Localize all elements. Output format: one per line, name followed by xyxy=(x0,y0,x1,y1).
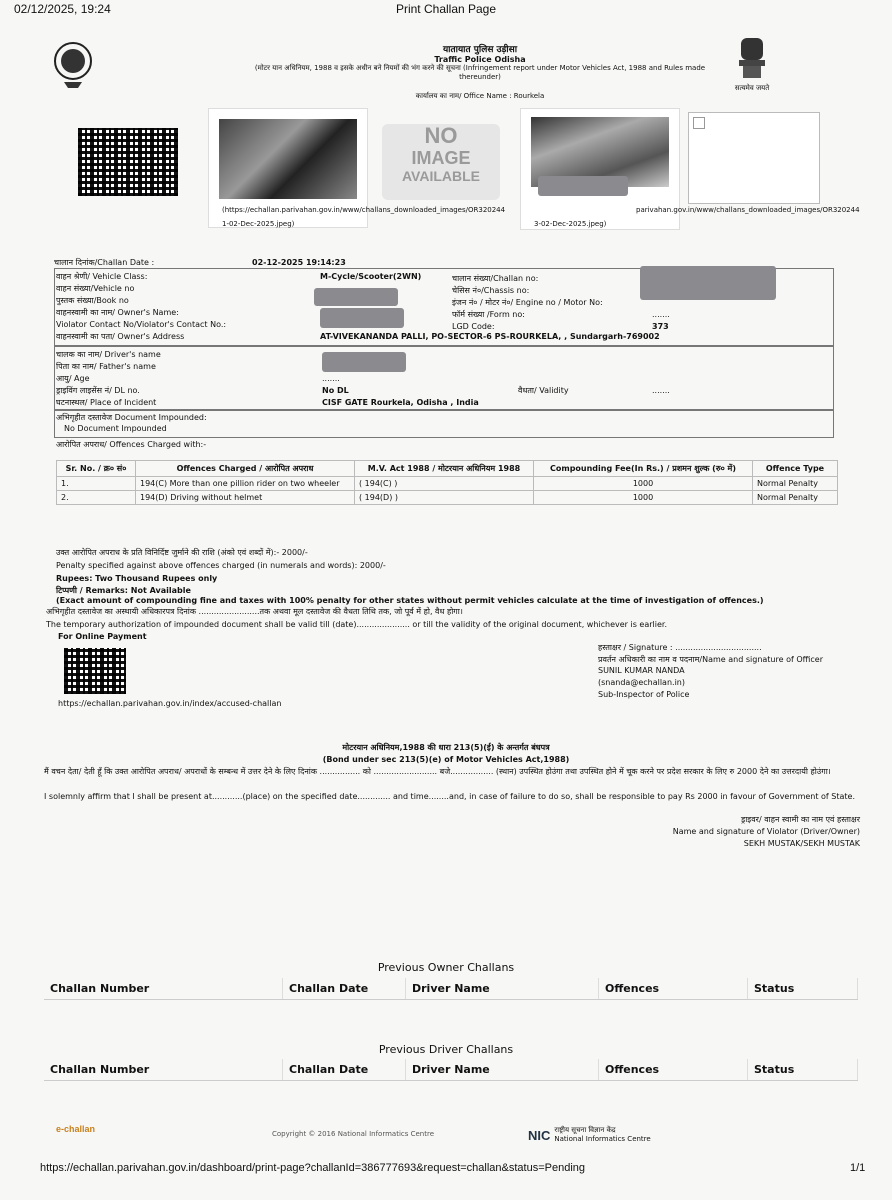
officer-name: SUNIL KUMAR NANDA xyxy=(598,666,685,675)
table-cell: ( 194(D) ) xyxy=(355,491,534,505)
evidence-photo-1 xyxy=(219,119,357,199)
challan-no-label: चालान संख्या/Challan no: xyxy=(452,274,539,283)
violator-sign-hi: ड्राइवर/ वाहन स्वामी का नाम एवं हस्ताक्षर xyxy=(740,815,860,824)
image-1-caption: 1-02-Dec-2025.jpeg) xyxy=(222,220,295,228)
offences-header-row xyxy=(57,461,838,477)
father-name-label: पिता का नाम/ Father's name xyxy=(56,362,156,371)
broken-image-frame xyxy=(688,112,820,204)
redaction-bar xyxy=(538,176,628,196)
violator-name: SEKH MUSTAK/SEKH MUSTAK xyxy=(743,839,860,848)
vehicle-no-label: वाहन संख्या/Vehicle no xyxy=(56,284,135,293)
previous-driver-title: Previous Driver Challans xyxy=(378,1043,514,1056)
validity-label: वैधता/ Validity xyxy=(518,386,569,395)
column-header: Offences Charged / आरोपित अपराध xyxy=(136,461,355,477)
column-header: Challan Number xyxy=(44,978,283,1000)
address-label: वाहनस्वामी का पता/ Owner's Address xyxy=(56,332,185,341)
table-cell: 194(C) More than one pillion rider on two wheeler xyxy=(136,477,355,491)
nic-logo xyxy=(528,1126,651,1144)
age-label: आयु/ Age xyxy=(56,374,90,383)
odisha-police-logo xyxy=(52,40,94,90)
no-image-placeholder xyxy=(382,124,500,200)
image-4-url: parivahan.gov.in/www/challans_downloaded_images/OR320244 xyxy=(636,206,860,214)
table-cell: Normal Penalty xyxy=(753,491,838,505)
image-3-caption: 3-02-Dec-2025.jpeg) xyxy=(534,220,607,228)
column-header: Driver Name xyxy=(406,978,599,1000)
redaction-bar xyxy=(640,266,776,300)
column-header: Challan Date xyxy=(283,1059,406,1081)
remarks: टिप्पणी / Remarks: Not Available xyxy=(56,586,191,595)
validity-value: ....... xyxy=(652,386,670,395)
column-header: Challan Date xyxy=(283,978,406,1000)
nic-logo-text: NIC xyxy=(528,1127,551,1143)
nic-text-en: National Informatics Centre xyxy=(554,1135,651,1143)
office-name: कार्यालय का नाम/ Office Name : Rourkela xyxy=(415,92,545,100)
dl-label: ड्राइविंग लाइसेंस नं/ DL no. xyxy=(56,386,140,395)
print-url: https://echallan.parivahan.gov.in/dashboard/print-page?challanId=386777693&request=challan&status=Pending xyxy=(40,1162,586,1174)
officer-email: (snanda@echallan.in) xyxy=(598,678,685,687)
vehicle-class-label: वाहन श्रेणी/ Vehicle Class: xyxy=(56,272,148,281)
no-image-text-2: IMAGE xyxy=(411,148,471,168)
temp-auth-hi: अभिगृहीत दस्तावेज का अस्थायी अधिकारपत्र दिनांक ........................तक अथवा मूल दस्तावेज की वैधता तिथि तक, जो पूर्व में हो, वैध होगा। xyxy=(46,607,463,616)
payment-url-link[interactable]: https://echallan.parivahan.gov.in/index/accused-challan xyxy=(58,699,282,708)
nic-text-hi: राष्ट्रीय सूचना विज्ञान केंद्र xyxy=(554,1126,616,1134)
owner-name-label: वाहनस्वामी का नाम/ Owner's Name: xyxy=(56,308,179,317)
column-header: Offences xyxy=(599,978,748,1000)
no-image-text-3: AVAILABLE xyxy=(401,168,481,184)
table-row xyxy=(57,477,838,491)
violator-sign-en: Name and signature of Violator (Driver/Owner) xyxy=(672,827,860,836)
print-datetime: 02/12/2025, 19:24 xyxy=(14,2,111,16)
bond-text-hi: मैं वचन देता/ देती हूँ कि उक्त आरोपित अपराध/ अपराधों के सम्बन्ध में उत्तर देने के लिए दिनांक ................ को ......................... बजे................. (स्थान) उपस्थित होउंगा तथा उपस्थित होने में चूक करने पर प्रदेश सरकार के लिए रु 2000 देने का उत्तरदायी होउंगा। xyxy=(44,767,831,776)
table-cell: Normal Penalty xyxy=(753,477,838,491)
column-header: Status xyxy=(748,978,858,1000)
offences-table xyxy=(56,460,838,505)
challan-date-label: चालान दिनांक/Challan Date : xyxy=(54,258,155,267)
vehicle-class-value: M-Cycle/Scooter(2WN) xyxy=(320,272,422,281)
column-header: Driver Name xyxy=(406,1059,599,1081)
temp-auth-en: The temporary authorization of impounded document shall be valid till (date)..................... or till the validity of the original document, whichever is earlier. xyxy=(46,620,668,629)
form-no-value: ....... xyxy=(652,310,670,319)
age-value: ....... xyxy=(322,374,340,383)
place-value: CISF GATE Rourkela, Odisha , India xyxy=(322,398,479,407)
column-header: Compounding Fee(In Rs.) / प्रशमन शुल्क (रु० में) xyxy=(534,461,753,477)
challan-qr-code xyxy=(78,128,178,196)
officer-signature: हस्ताक्षर / Signature : .................................. xyxy=(598,643,762,652)
redaction-bar xyxy=(314,288,398,306)
column-header: Challan Number xyxy=(44,1059,283,1081)
echallan-logo-text: e-challan xyxy=(56,1124,96,1134)
online-payment-label: For Online Payment xyxy=(58,632,147,641)
penalty-hi: उक्त आरोपित अपराध के प्रति विनिर्दिष्ट जुर्माने की राशि (अंको एवं शब्दों में):- 2000/- xyxy=(56,548,308,557)
table-cell: 2. xyxy=(57,491,136,505)
officer-name-label: प्रवर्तन अधिकारी का नाम व पदनाम/Name and signature of Officer xyxy=(598,655,823,664)
print-page-number: 1/1 xyxy=(850,1162,866,1174)
redaction-bar xyxy=(322,352,406,372)
exact-amount-note: (Exact amount of compounding fine and taxes with 100% penalty for other states without permit vehicles calculate at the time of investigation of offences.) xyxy=(56,596,764,605)
header-title-en: Traffic Police Odisha xyxy=(434,55,526,64)
lgd-label: LGD Code: xyxy=(452,322,495,331)
image-1-url: (https://echallan.parivahan.gov.in/www/challans_downloaded_images/OR320244 xyxy=(222,206,506,214)
payment-qr-code[interactable] xyxy=(64,648,126,694)
penalty-en: Penalty specified against above offences charged (in numerals and words): 2000/- xyxy=(56,561,386,570)
broken-image-icon xyxy=(693,117,705,129)
table-cell: 194(D) Driving without helmet xyxy=(136,491,355,505)
print-page-title: Print Challan Page xyxy=(395,2,497,16)
bond-text-en: I solemnly affirm that I shall be present at............(place) on the specified date............. and time........and, in case of failure to do so, shall be responsible to pay Rs 2000 in favour of Government of State. xyxy=(44,792,856,801)
impounded-value: No Document Impounded xyxy=(64,424,167,433)
place-label: घटनास्थल/ Place of Incident xyxy=(56,398,157,407)
dl-value: No DL xyxy=(322,386,349,395)
redaction-bar xyxy=(320,308,404,328)
lgd-value: 373 xyxy=(652,322,669,331)
header-subtitle-1: (मोटर यान अधिनियम, 1988 व इसके अधीन बने नियमों की भंग करने की सूचना (Infringement report under Motor Vehicles Act, 1988 and Rules made xyxy=(254,64,706,72)
contact-label: Violator Contact No/Violator's Contact No.: xyxy=(56,320,227,329)
previous-owner-title: Previous Owner Challans xyxy=(377,961,515,974)
bond-title-hi: मोटरयान अधिनियम,1988 की धारा 213(5)(ई) के अन्तर्गत बंधपत्र xyxy=(342,743,550,752)
bond-title-en: (Bond under sec 213(5)(e) of Motor Vehicles Act,1988) xyxy=(322,755,570,764)
column-header: Offences xyxy=(599,1059,748,1081)
echallan-logo xyxy=(56,1124,95,1134)
copyright-text: Copyright © 2016 National Informatics Centre xyxy=(272,1130,435,1138)
book-no-label: पुस्तक संख्या/Book no xyxy=(56,296,129,305)
challan-date-value: 02-12-2025 19:14:23 xyxy=(252,258,346,267)
header-subtitle-2: thereunder) xyxy=(459,73,501,81)
officer-designation: Sub-Inspector of Police xyxy=(598,690,690,699)
driver-name-label: चालक का नाम/ Driver's name xyxy=(56,350,161,359)
offences-heading: आरोपित अपराध/ Offences Charged with:- xyxy=(56,440,207,449)
previous-owner-table xyxy=(44,978,858,1000)
column-header: Offence Type xyxy=(753,461,838,477)
table-row xyxy=(57,491,838,505)
previous-driver-table xyxy=(44,1059,858,1081)
column-header: M.V. Act 1988 / मोटरयान अधिनियम 1988 xyxy=(355,461,534,477)
table-cell: 1000 xyxy=(534,477,753,491)
column-header: Status xyxy=(748,1059,858,1081)
column-header: Sr. No. / क्र० सं० xyxy=(57,461,136,477)
previous-driver-header-row xyxy=(44,1059,858,1081)
address-value: AT-VIVEKANANDA PALLI, PO-SECTOR-6 PS-ROURKELA, , Sundargarh-769002 xyxy=(320,332,660,341)
table-cell: 1. xyxy=(57,477,136,491)
table-cell: ( 194(C) ) xyxy=(355,477,534,491)
penalty-rupees: Rupees: Two Thousand Rupees only xyxy=(56,574,218,583)
emblem-caption: सत्यमेव जयते xyxy=(734,84,770,92)
form-no-label: फॉर्म संख्या /Form no: xyxy=(452,310,525,319)
table-cell: 1000 xyxy=(534,491,753,505)
no-image-text-1: NO xyxy=(424,123,458,148)
engine-label: इंजन नं० / मोटर नं०/ Engine no / Motor No: xyxy=(452,298,603,307)
previous-owner-header-row xyxy=(44,978,858,1000)
impounded-label: अभिगृहीत दस्तावेज Document Impounded: xyxy=(56,413,207,422)
header-title-hi: यातायात पुलिस उड़ीसा xyxy=(442,45,518,55)
chassis-label: चेसिस नं०/Chassis no: xyxy=(452,286,530,295)
